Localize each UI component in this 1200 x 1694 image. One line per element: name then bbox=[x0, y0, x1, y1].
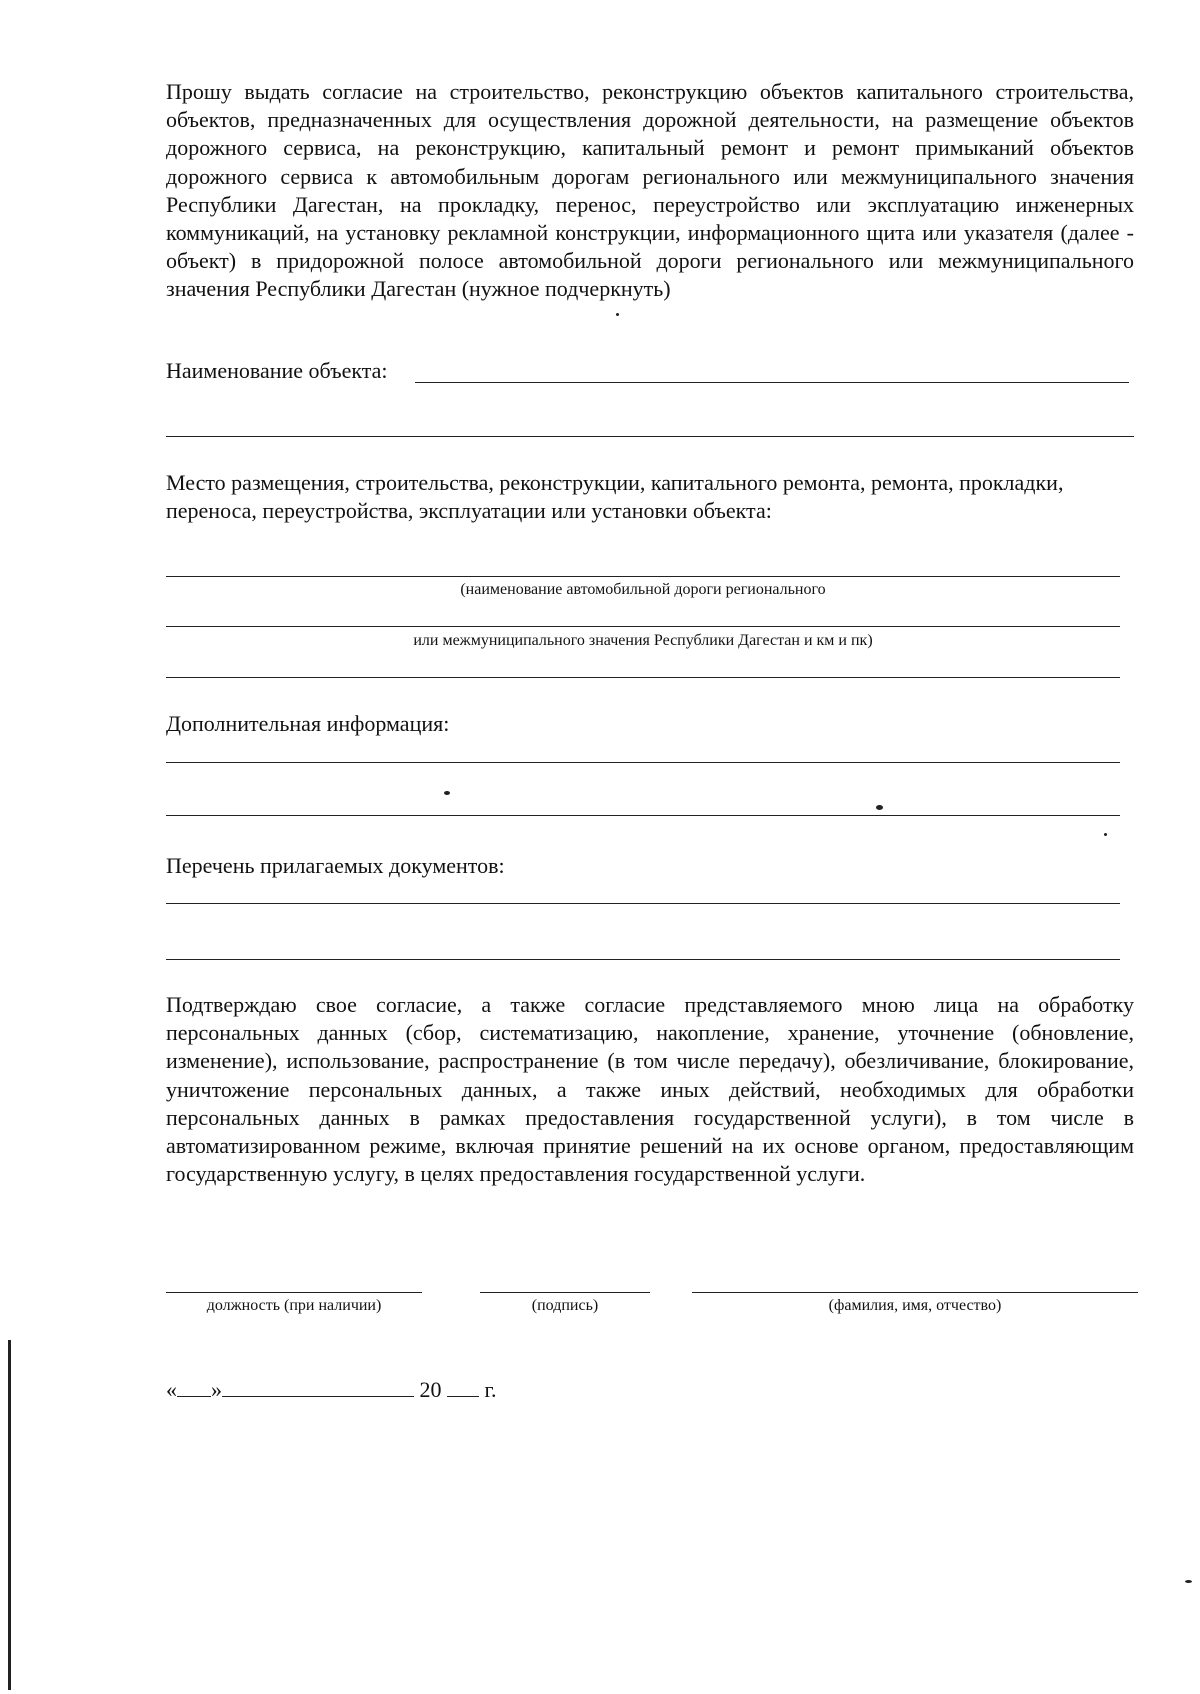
date-open-quote: « bbox=[166, 1377, 177, 1402]
position-field[interactable] bbox=[166, 1292, 422, 1293]
consent-section bbox=[166, 991, 1134, 1188]
scan-speck bbox=[616, 313, 619, 316]
date-day-field[interactable] bbox=[177, 1378, 211, 1397]
road-caption-2: или межмуниципального значения Республики Дагестан и км и пк) bbox=[413, 632, 873, 649]
location-label: Место размещения, строительства, реконструкции, капитального ремонта, ремонта, прокладки, переноса, переустройства, эксплуатации или установки объекта: bbox=[166, 470, 1064, 524]
location-section bbox=[166, 469, 1066, 525]
consent-paragraph: Подтверждаю свое согласие, а также согласие представляемого мною лица на обработку персональных данных (сбор, систематизацию, накопление, хранение, уточнение (обновление, изменение), использование, распространение (в том числе передачу), обезличивание, блокирование, уничтожение персональных данных, а также иных действий, необходимых для обработки персональных данных в рамках предоставления государственной услуги), в том числе в автоматизированном режиме, включая принятие решений на их основе органом, предоставляющим государственную услугу, в целях предоставления государственной услуги. bbox=[166, 992, 1134, 1187]
date-year-prefix: 20 bbox=[419, 1377, 442, 1402]
position-caption: должность (при наличии) bbox=[206, 1297, 382, 1314]
road-name-field-1[interactable] bbox=[166, 576, 1120, 577]
scan-speck bbox=[1185, 1580, 1192, 1583]
date-close-quote: » bbox=[211, 1377, 222, 1402]
object-name-field[interactable] bbox=[415, 382, 1129, 383]
signature-field[interactable] bbox=[480, 1292, 650, 1293]
documents-label: Перечень прилагаемых документов: bbox=[166, 853, 505, 878]
documents-field-1[interactable] bbox=[166, 903, 1120, 904]
additional-info-field-1[interactable] bbox=[166, 762, 1120, 763]
full-name-field[interactable] bbox=[692, 1292, 1138, 1293]
additional-info-label: Дополнительная информация: bbox=[166, 711, 450, 736]
scan-speck bbox=[876, 805, 883, 810]
road-caption-1: (наименование автомобильной дороги регионального bbox=[460, 581, 826, 598]
road-name-field-3[interactable] bbox=[166, 677, 1120, 678]
request-paragraph: Прошу выдать согласие на строительство, реконструкцию объектов капитального строительства, объектов, предназначенных для осуществления дорожной деятельности, на размещение объектов дорожного сервиса, на реконструкцию, капитальный ремонт и ремонт примыканий объектов дорожного сервиса к автомобильным дорогам регионального или межмуниципального значения Республики Дагестан, на прокладку, перенос, переустройство или эксплуатацию инженерных коммуникаций, на установку рекламной конструкции, информационного щита или указателя (далее - объект) в придорожной полосе автомобильной дороги регионального или межмуниципального значения Республики Дагестан (нужное подчеркнуть) bbox=[166, 79, 1134, 302]
date-month-field[interactable] bbox=[222, 1378, 414, 1397]
object-name-field-line-2[interactable] bbox=[166, 436, 1134, 437]
scan-margin-mark bbox=[8, 1340, 11, 1690]
date-row bbox=[166, 1377, 497, 1403]
request-section bbox=[166, 78, 1134, 304]
scan-speck bbox=[444, 791, 450, 795]
object-name-label: Наименование объекта: bbox=[166, 358, 388, 383]
documents-field-2[interactable] bbox=[166, 959, 1120, 960]
date-year-field[interactable] bbox=[447, 1378, 479, 1397]
signature-caption: (подпись) bbox=[531, 1297, 599, 1314]
road-name-field-2[interactable] bbox=[166, 626, 1120, 627]
date-year-suffix: г. bbox=[484, 1377, 497, 1402]
scan-speck bbox=[1104, 833, 1107, 836]
full-name-caption: (фамилия, имя, отчество) bbox=[828, 1297, 1002, 1314]
additional-info-field-2[interactable] bbox=[166, 815, 1120, 816]
